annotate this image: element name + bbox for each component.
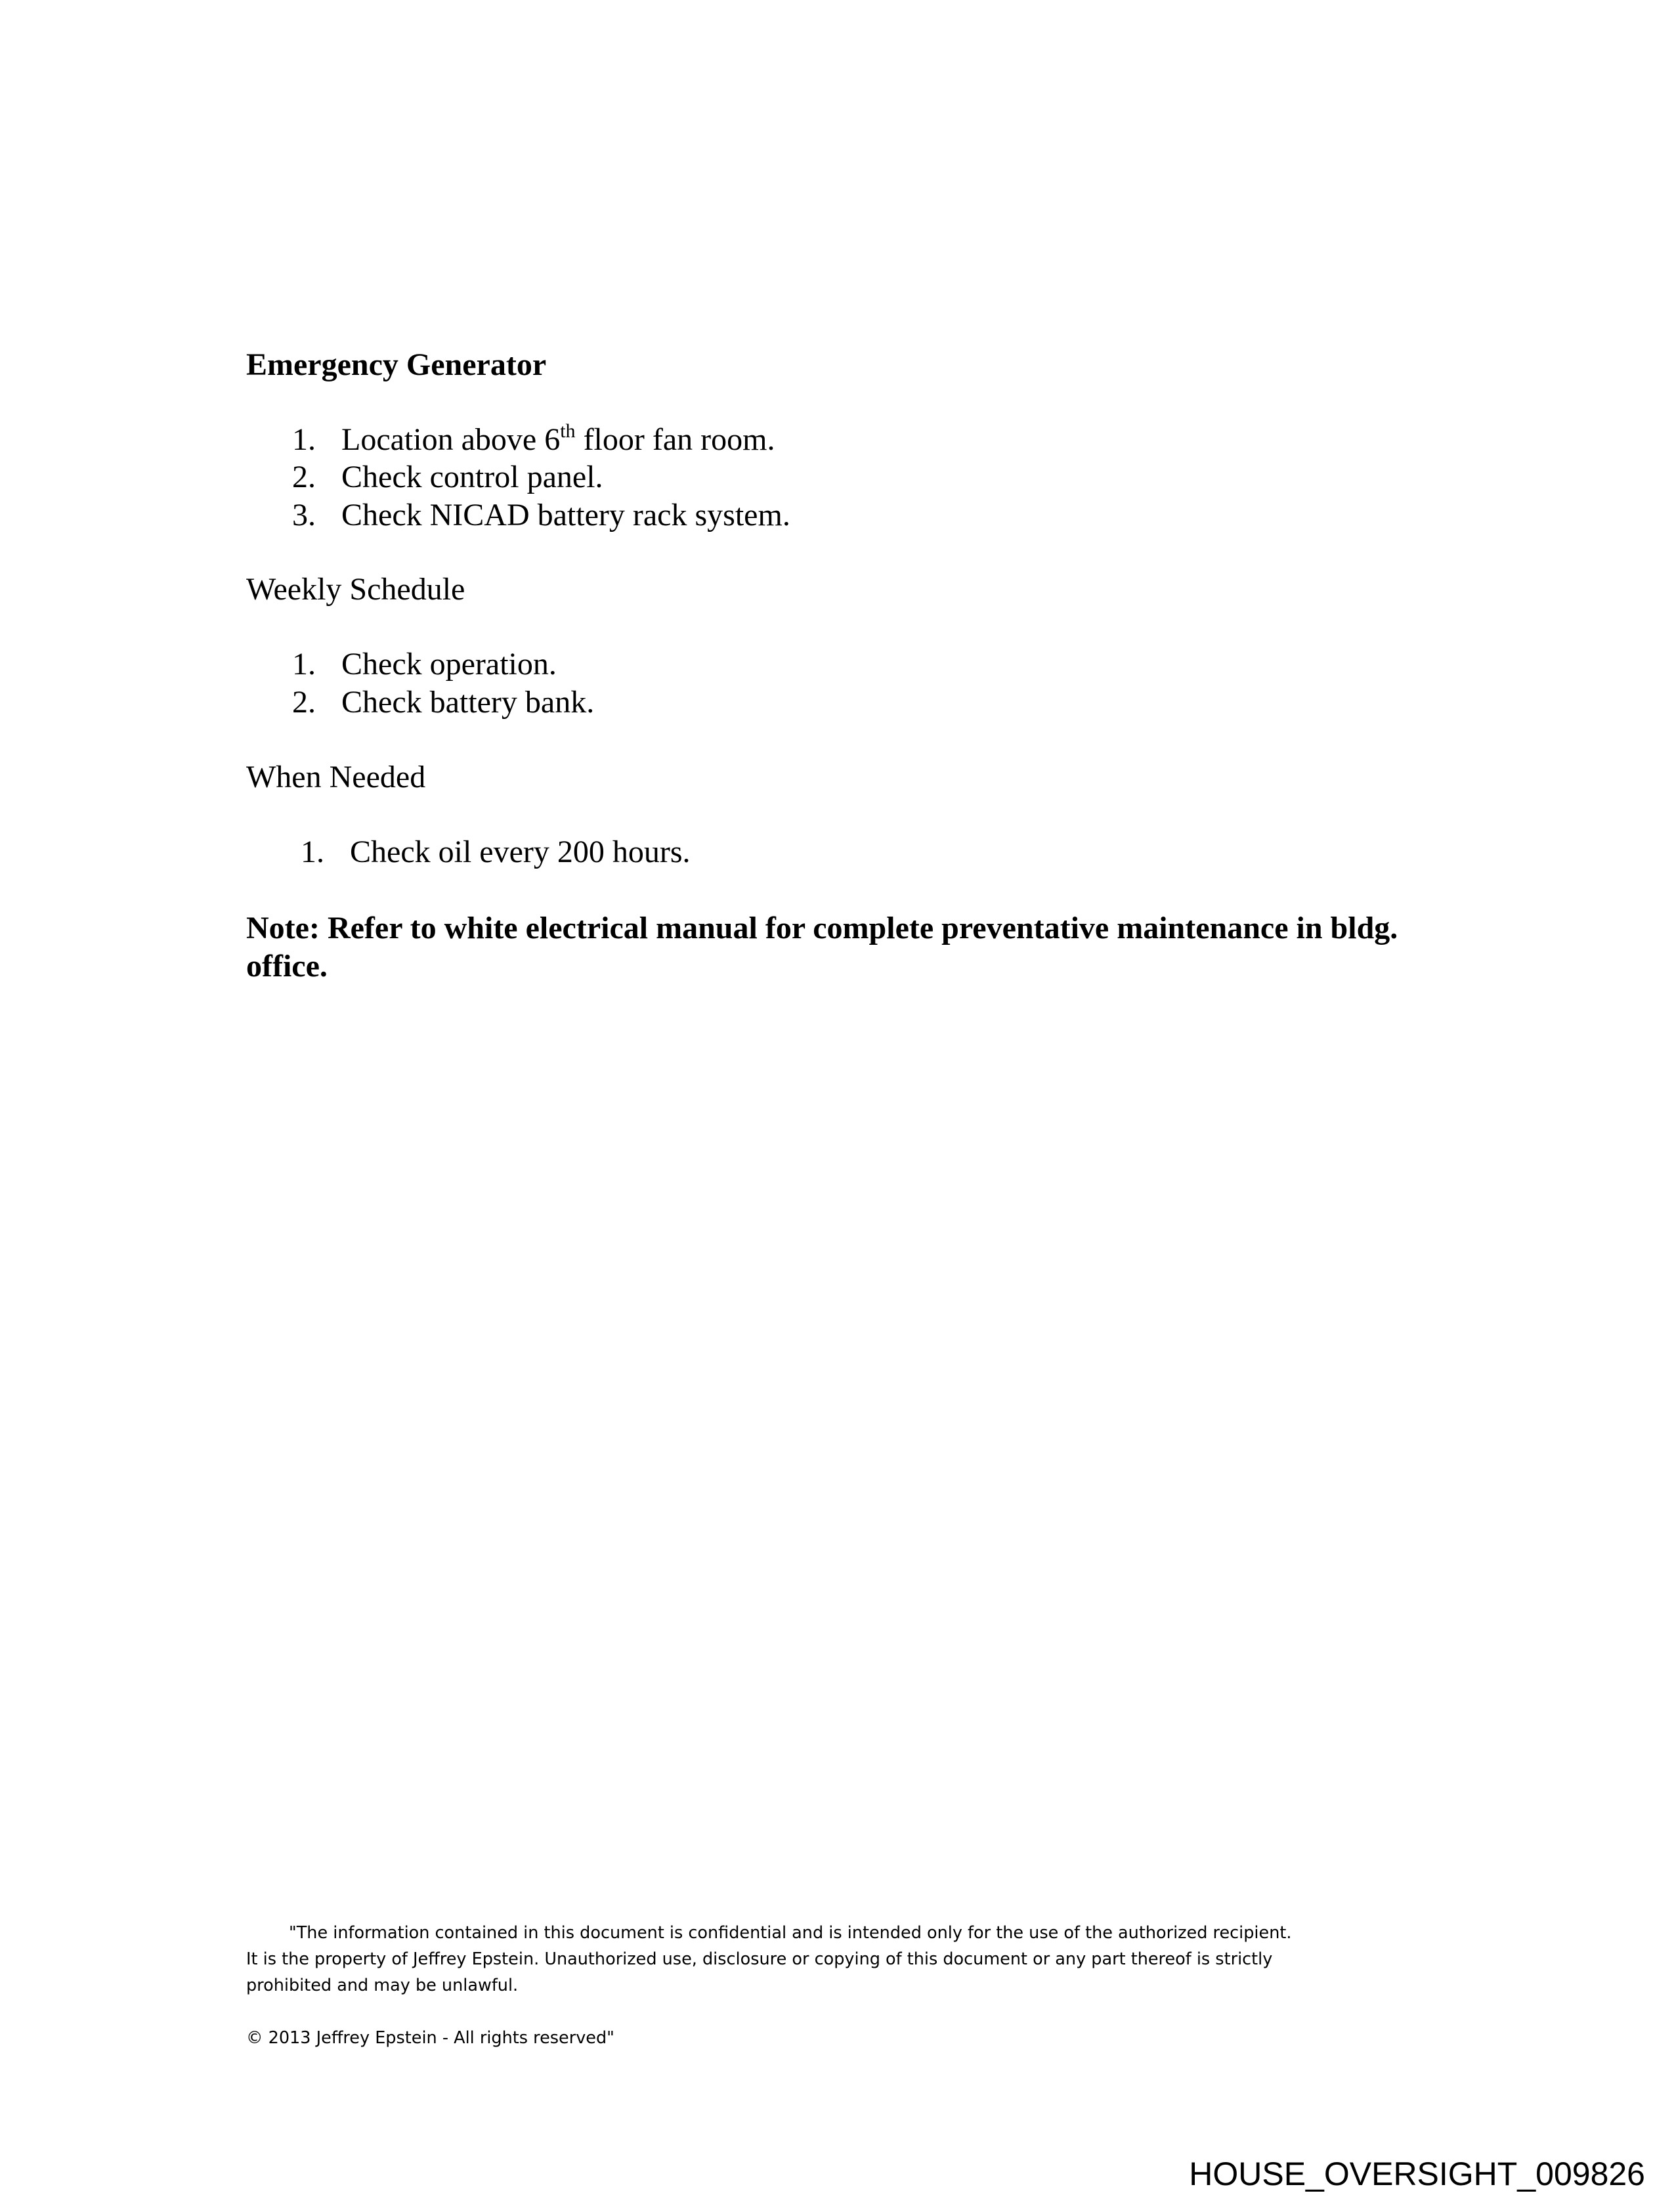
list-item-text: Check operation. bbox=[341, 647, 557, 682]
list-item bbox=[292, 496, 316, 534]
list-item-text bbox=[341, 421, 775, 459]
when-needed-heading: When Needed bbox=[246, 760, 426, 794]
disclaimer-line-2: It is the property of Jeffrey Epstein. Unauthorized use, disclosure or copying of this document or any part thereof is strictly bbox=[246, 1949, 1273, 1969]
disclaimer-line-1: "The information contained in this document is confidential and is intended only for the use of the authorized recipient. bbox=[289, 1923, 1292, 1943]
list-text-before: Location above 6 bbox=[341, 422, 561, 457]
list-number: 1. bbox=[292, 422, 316, 457]
maintenance-note: Note: Refer to white electrical manual for complete preventative maintenance in bldg. office. bbox=[246, 911, 1398, 984]
disclaimer-line-3: prohibited and may be unlawful. bbox=[246, 1976, 519, 1995]
list-number: 2. bbox=[292, 685, 316, 720]
section-title: Emergency Generator bbox=[246, 347, 547, 382]
copyright-notice: © 2013 Jeffrey Epstein - All rights reserved" bbox=[246, 2028, 614, 2048]
list-item-text: Check control panel. bbox=[341, 460, 603, 494]
list-number: 1. bbox=[292, 647, 316, 682]
list-item-text: Check oil every 200 hours. bbox=[350, 835, 691, 869]
list-number: 2. bbox=[292, 460, 316, 494]
list-item-text: Check battery bank. bbox=[341, 685, 595, 720]
list-number: 3. bbox=[292, 498, 316, 532]
list-item bbox=[292, 458, 316, 496]
list-item bbox=[292, 683, 316, 722]
list-item bbox=[292, 421, 316, 459]
weekly-schedule-heading: Weekly Schedule bbox=[246, 572, 465, 607]
ordinal-suffix: th bbox=[560, 420, 576, 442]
list-item bbox=[301, 833, 324, 871]
list-item bbox=[292, 645, 316, 683]
bates-stamp: HOUSE_OVERSIGHT_009826 bbox=[1189, 2156, 1645, 2192]
list-number: 1. bbox=[301, 835, 324, 869]
list-text-after: floor fan room. bbox=[575, 422, 775, 457]
list-item-text: Check NICAD battery rack system. bbox=[341, 498, 790, 532]
